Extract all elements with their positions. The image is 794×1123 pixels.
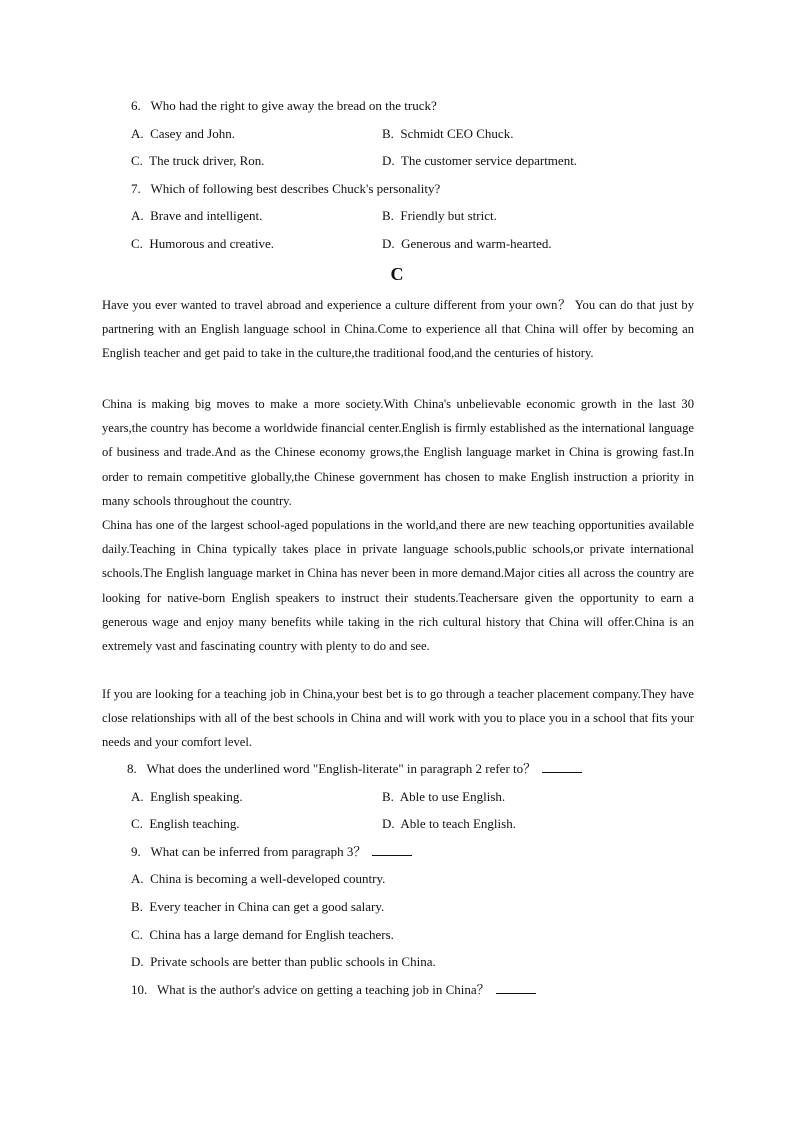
option-8b: B. Able to use English.: [382, 789, 506, 804]
question-10-text: 10. What is the author's advice on getting a teaching job in China？: [131, 982, 490, 997]
option-9c: C. China has a large demand for English teachers.: [131, 927, 394, 942]
option-6a: A. Casey and John.: [131, 126, 235, 141]
option-9a: A. China is becoming a well-developed country.: [131, 871, 386, 886]
paragraph-4: If you are looking for a teaching job in China,your best bet is to go through a teacher placement company.They have close relationships with all of the best schools in China and will work with you to place you in a school that fits your needs and your comfort level.: [102, 687, 694, 750]
question-9-text: 9. What can be inferred from paragraph 3？: [131, 844, 367, 859]
paragraph-2: China is making big moves to make a more society.With China's unbelievable economic growth in the last 30 years,the country has become a worldwide financial center.English is firmly established as the international language of business and trade.And as the Chinese economy grows,the English language market in China is growing fast.In order to remain competitive globally,the Chinese government has chosen to make English instruction a priority in many schools throughout the country.: [102, 397, 694, 508]
option-6c: C. The truck driver, Ron.: [131, 153, 265, 168]
question-7: 7. Which of following best describes Chuck's personality?: [131, 181, 441, 196]
option-7b: B. Friendly but strict.: [382, 208, 497, 223]
option-7c: C. Humorous and creative.: [131, 236, 274, 251]
question-10: [131, 982, 536, 998]
question-8-text: 8. What does the underlined word "English-literate" in paragraph 2 refer to？: [127, 761, 537, 776]
option-7a: A. Brave and intelligent.: [131, 208, 263, 223]
option-9b: B. Every teacher in China can get a good salary.: [131, 899, 385, 914]
question-8: [127, 761, 582, 777]
option-7d: D. Generous and warm-hearted.: [382, 236, 552, 251]
answer-blank-10[interactable]: [496, 983, 536, 994]
question-9: [131, 844, 412, 860]
option-8a: A. English speaking.: [131, 789, 243, 804]
option-8d: D. Able to teach English.: [382, 816, 516, 831]
option-6d: D. The customer service department.: [382, 153, 578, 168]
option-9d: D. Private schools are better than public schools in China.: [131, 954, 436, 969]
paragraph-3: China has one of the largest school-aged populations in the world,and there are new teaching opportunities available daily.Teaching in China typically takes place in private language schools,public schools,or private international schools.The English language market in China has never been in more demand.Major cities all across the country are looking for native-born English speakers to instruct their students.Teachersare given the opportunity to earn a generous wage and enjoy many benefits while taking in the rich cultural history that China will offer.China is an extremely vast and fascinating country with plenty to do and see.: [102, 518, 694, 654]
answer-blank-8[interactable]: [542, 762, 582, 773]
option-8c: C. English teaching.: [131, 816, 240, 831]
question-6: 6. Who had the right to give away the bread on the truck?: [131, 98, 437, 113]
section-title: C: [390, 264, 404, 284]
paragraph-1: Have you ever wanted to travel abroad and experience a culture different from your own？ You can do that just by partnering with an English language school in China.Come to experience all that China will offer by becoming an English teacher and get paid to take in the culture,the traditional food,and the centuries of history.: [102, 298, 694, 361]
option-6b: B. Schmidt CEO Chuck.: [382, 126, 514, 141]
answer-blank-9[interactable]: [372, 845, 412, 856]
